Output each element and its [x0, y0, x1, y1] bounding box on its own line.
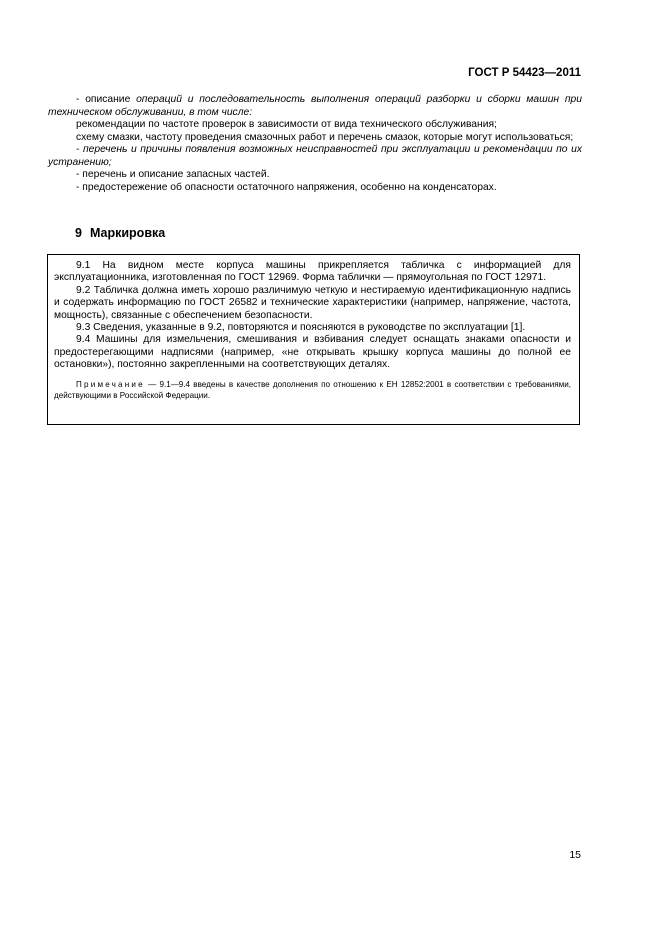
note	[54, 379, 571, 401]
page-number: 15	[569, 849, 581, 861]
clause-9-3: 9.3 Сведения, указанные в 9.2, повторяются и поясняются в руководстве по эксплуатации [1].	[76, 322, 526, 334]
list-item: - предостережение об опасности остаточного напряжения, особенно на конденсаторах.	[76, 181, 497, 193]
list-item-italic-text: операций и последовательность выполнения операций разборки и сборки машин при техническом обслуживании, в том числе:	[48, 94, 582, 118]
list-item: - перечень и описание запасных частей.	[76, 169, 270, 180]
framed-clauses-box	[47, 254, 580, 425]
note-label: Примечание	[76, 379, 145, 389]
clause-9-4: 9.4 Машины для измельчения, смешивания и взбивания следует оснащать знаками опасности и предостерегающими надписями (например, «не открывать крышку корпуса машины до полной ее остановки»), постоянно закрепленными на соответствующих деталях.	[54, 334, 571, 371]
requirements-list	[48, 94, 582, 194]
note-text: — 9.1—9.4 введены в качестве дополнения по отношению к ЕН 12852:2001 в соответствии с требованиями, действующими в Российской Федерации.	[54, 379, 571, 400]
list-item: рекомендации по частоте проверок в зависимости от вида технического обслуживания;	[76, 119, 497, 130]
list-item: - перечень и причины появления возможных неисправностей при эксплуатации и рекомендации по их устранению;	[48, 144, 582, 168]
list-item: схему смазки, частоту проведения смазочных работ и перечень смазок, которые могут использоваться;	[76, 131, 574, 143]
clause-9-1: 9.1 На видном месте корпуса машины прикрепляется табличка с информацией для эксплуатационника, изготовленная по ГОСТ 12969. Форма таблички — прямоугольная по ГОСТ 12971.	[54, 260, 571, 284]
clause-9-2: 9.2 Табличка должна иметь хорошо различимую четкую и нестираемую идентификационную надпись и содержать информацию по ГОСТ 26582 и технические характеристики (например, напряжение, частота, мощность), связанные с обеспечением безопасности.	[54, 284, 571, 321]
list-item: - описание операций и последовательность выполнения операций разборки и сборки машин при техническом обслуживании, в том числе:	[48, 94, 582, 118]
section-title: Маркировка	[89, 226, 166, 240]
section-heading	[75, 226, 165, 240]
section-number: 9	[75, 226, 82, 240]
document-code: ГОСТ Р 54423—2011	[468, 67, 581, 79]
